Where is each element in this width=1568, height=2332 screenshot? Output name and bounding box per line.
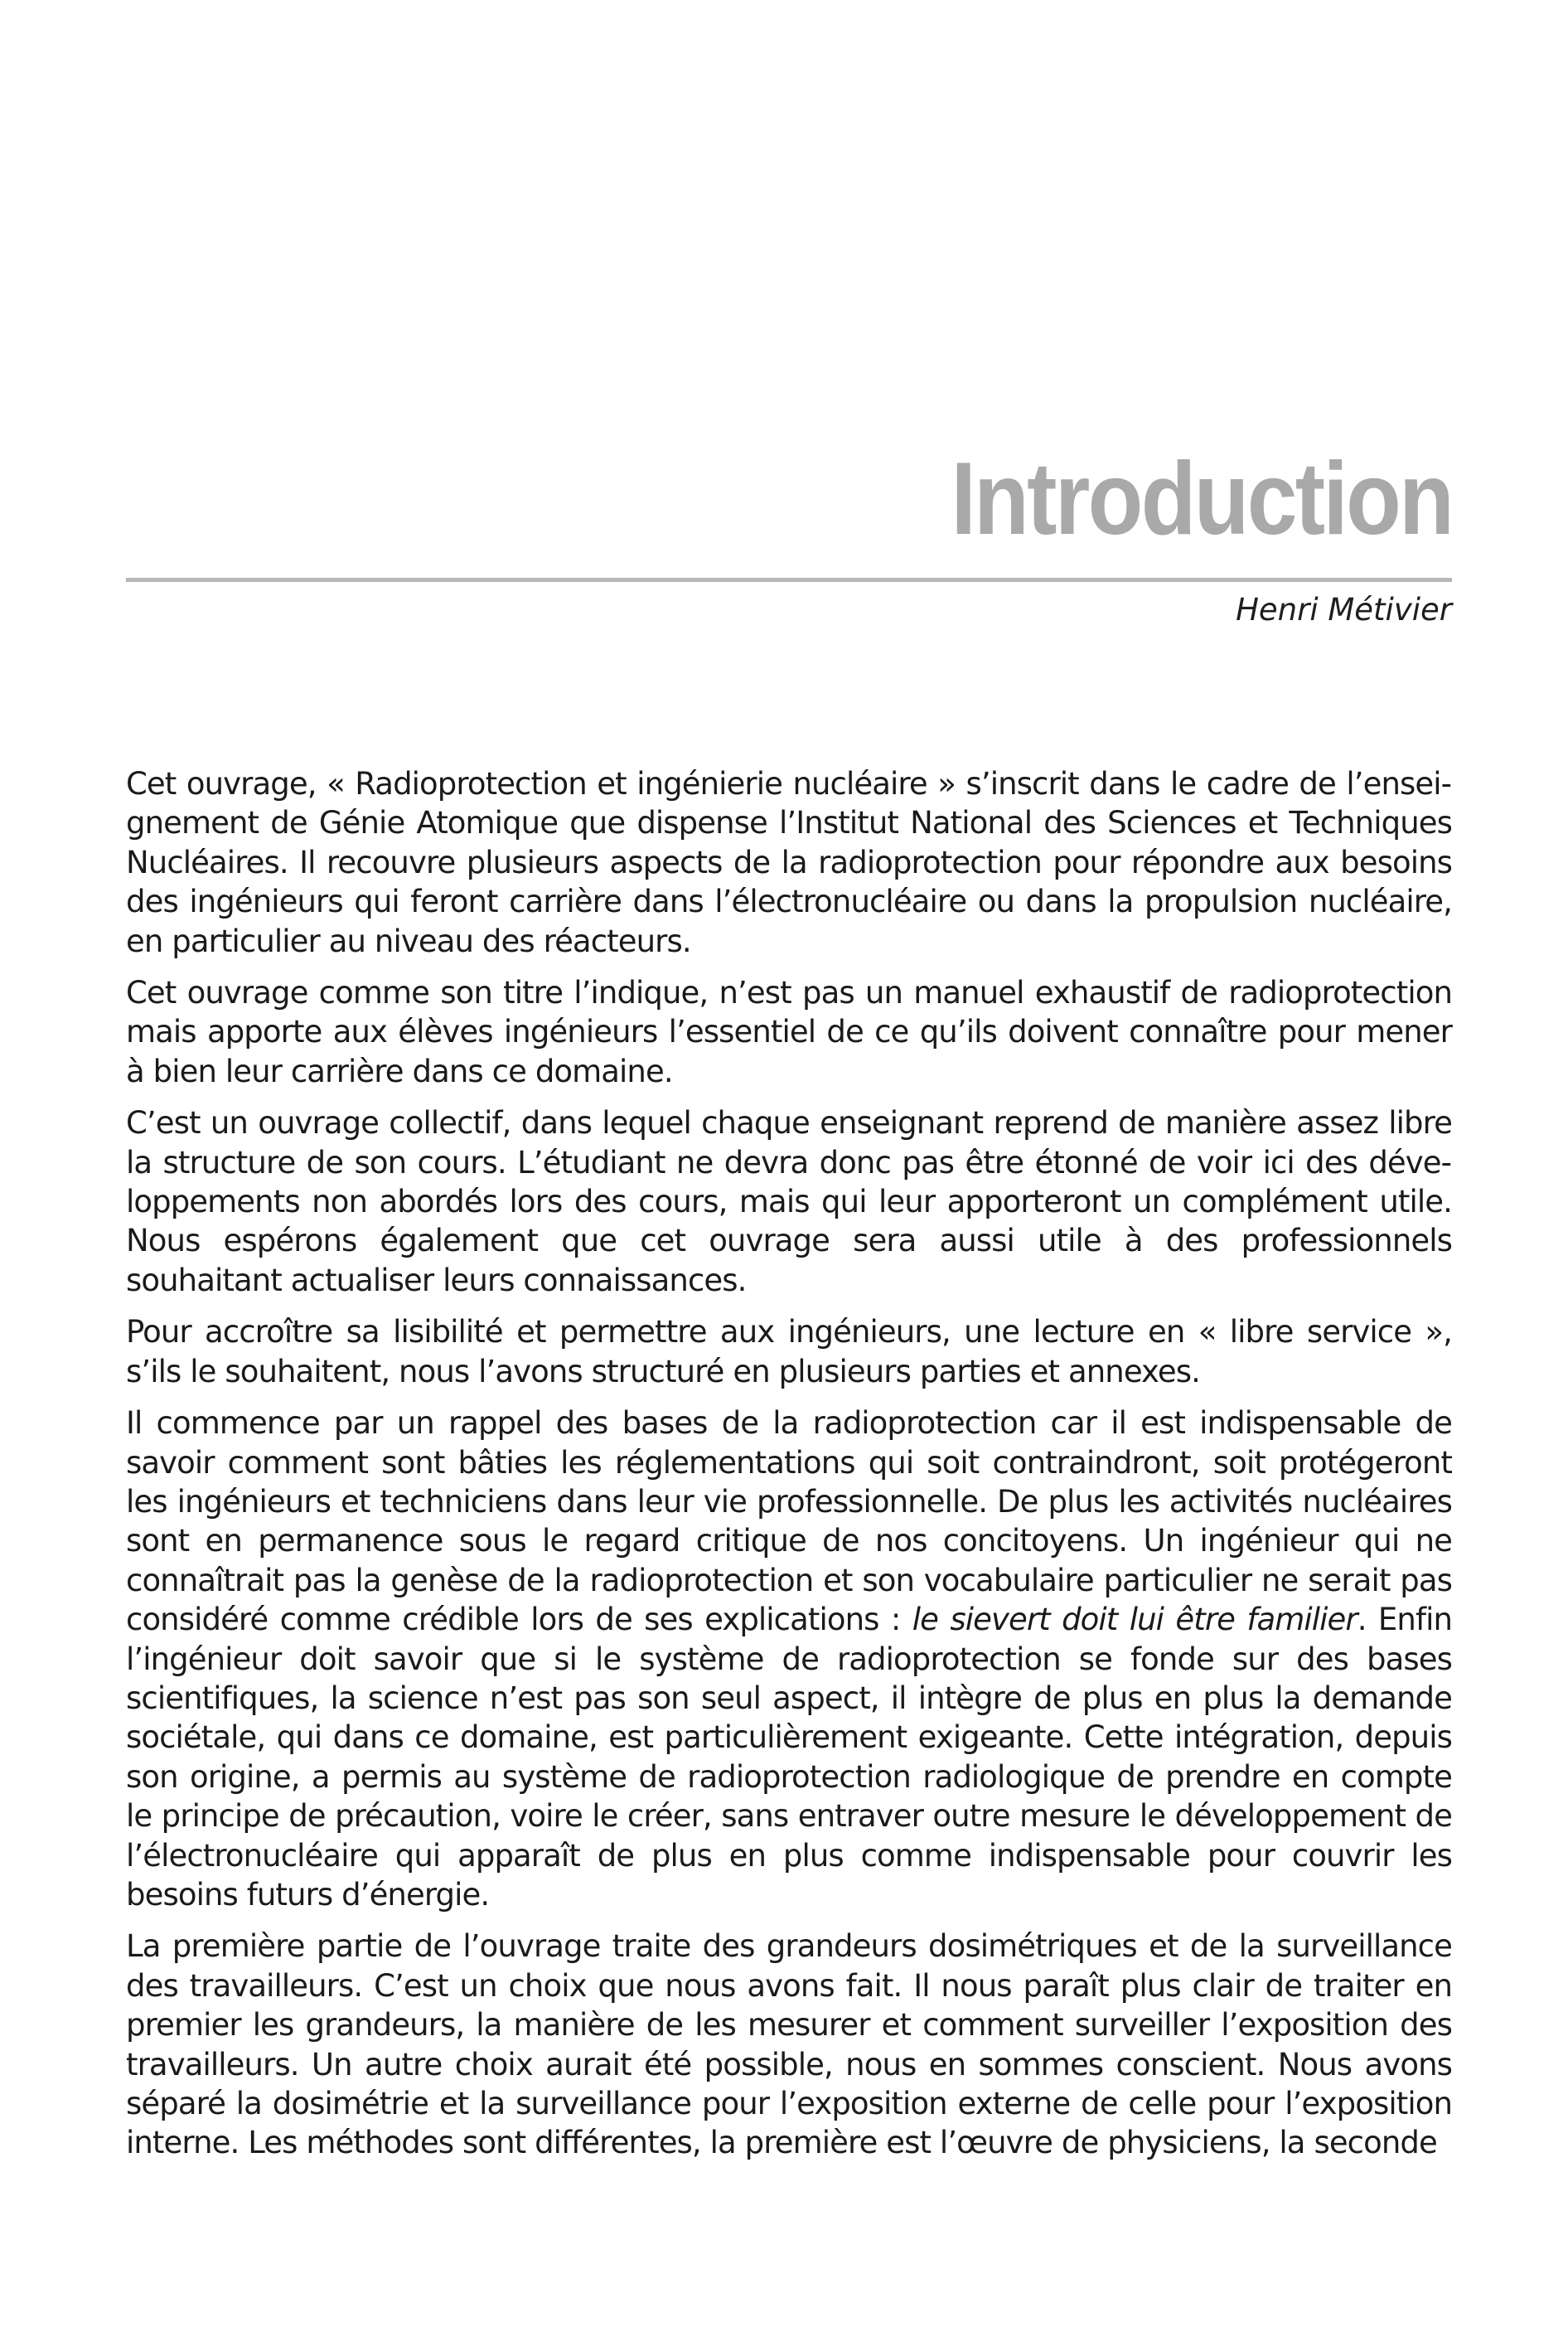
paragraph-3: C’est un ouvrage collectif, dans lequel chaque enseignant reprend de manière assez libre la structure de son cours. L’étudiant ne devra donc pas être étonné de voir ici des développements non abordés lors des cours, mais qui leur apporteront un complément utile. Nous espérons également que cet ouvrage sera aussi utile à des professionnels souhaitant actualiser leurs connaissances. bbox=[126, 1105, 1452, 1298]
chapter-author: Henri Métivier bbox=[1236, 592, 1452, 628]
paragraph-4: Pour accroître sa lisibilité et permettre aux ingénieurs, une lecture en « libre service », s’ils le souhaitent, nous l’avons structuré en plusieurs parties et annexes. bbox=[126, 1314, 1452, 1389]
paragraph-6: La première partie de l’ouvrage traite des grandeurs dosimétriques et de la surveillance des travailleurs. C’est un choix que nous avons fait. Il nous paraît plus clair de traiter en premier les grandeurs, la manière de les mesurer et comment surveiller l’exposition des travailleurs. Un autre choix aurait été possible, nous en sommes conscient. Nous avons séparé la dosimétrie et la surveillance pour l’exposition externe de celle pour l’exposition interne. Les méthodes sont différentes, la première est l’œuvre de physiciens, la seconde bbox=[126, 1928, 1452, 2161]
paragraph-2: Cet ouvrage comme son titre l’indique, n’est pas un manuel exhaustif de radioprotection mais apporte aux élèves ingénieurs l’essentiel de ce qu’ils doivent connaître pour mener à bien leur carrière dans ce domaine. bbox=[126, 975, 1452, 1089]
paragraph-1: Cet ouvrage, « Radioprotection et ingénierie nucléaire » s’inscrit dans le cadre de l’enseignement de Génie Atomique que dispense l’Institut National des Sciences et Techniques Nucléaires. Il recouvre plusieurs aspects de la radioprotection pour répondre aux besoins des ingénieurs qui feront carrière dans l’électronucléaire ou dans la propulsion nucléaire, en particulier au niveau des réacteurs. bbox=[126, 766, 1452, 959]
paragraph-5-emphasis: le sievert doit lui être familier bbox=[912, 1602, 1357, 1638]
paragraph-5-part-2: . Enfin l’ingénieur doit savoir que si le système de radioprotection se fonde sur des bases scientifiques, la science n’est pas son seul aspect, il intègre de plus en plus la demande sociétale, qui dans ce domaine, est particulièrement exigeante. Cette intégration, depuis son origine, a permis au système de radioprotection radiologique de prendre en compte le principe de précaution, voire le créer, sans entraver outre mesure le développement de l’électronucléaire qui apparaît de plus en plus comme indispensable pour couvrir les besoins futurs d’énergie. bbox=[126, 1602, 1453, 1913]
paragraph-5-part-1: Il commence par un rappel des bases de la radioprotection car il est indispensable de savoir comment sont bâties les réglementations qui soit contraindront, soit protégeront les ingénieurs et techniciens dans leur vie professionnelle. De plus les activités nucléaires sont en permanence sous le regard critique de nos concitoyens. Un ingénieur qui ne connaîtrait pas la genèse de la radioprotection et son vocabulaire particulier ne serait pas considéré comme crédible lors de ses explications : bbox=[126, 1405, 1452, 1638]
paragraph-5 bbox=[126, 1404, 1452, 1914]
chapter-title: Introduction bbox=[951, 442, 1452, 556]
title-divider bbox=[126, 578, 1452, 582]
body-text bbox=[126, 764, 1452, 2175]
